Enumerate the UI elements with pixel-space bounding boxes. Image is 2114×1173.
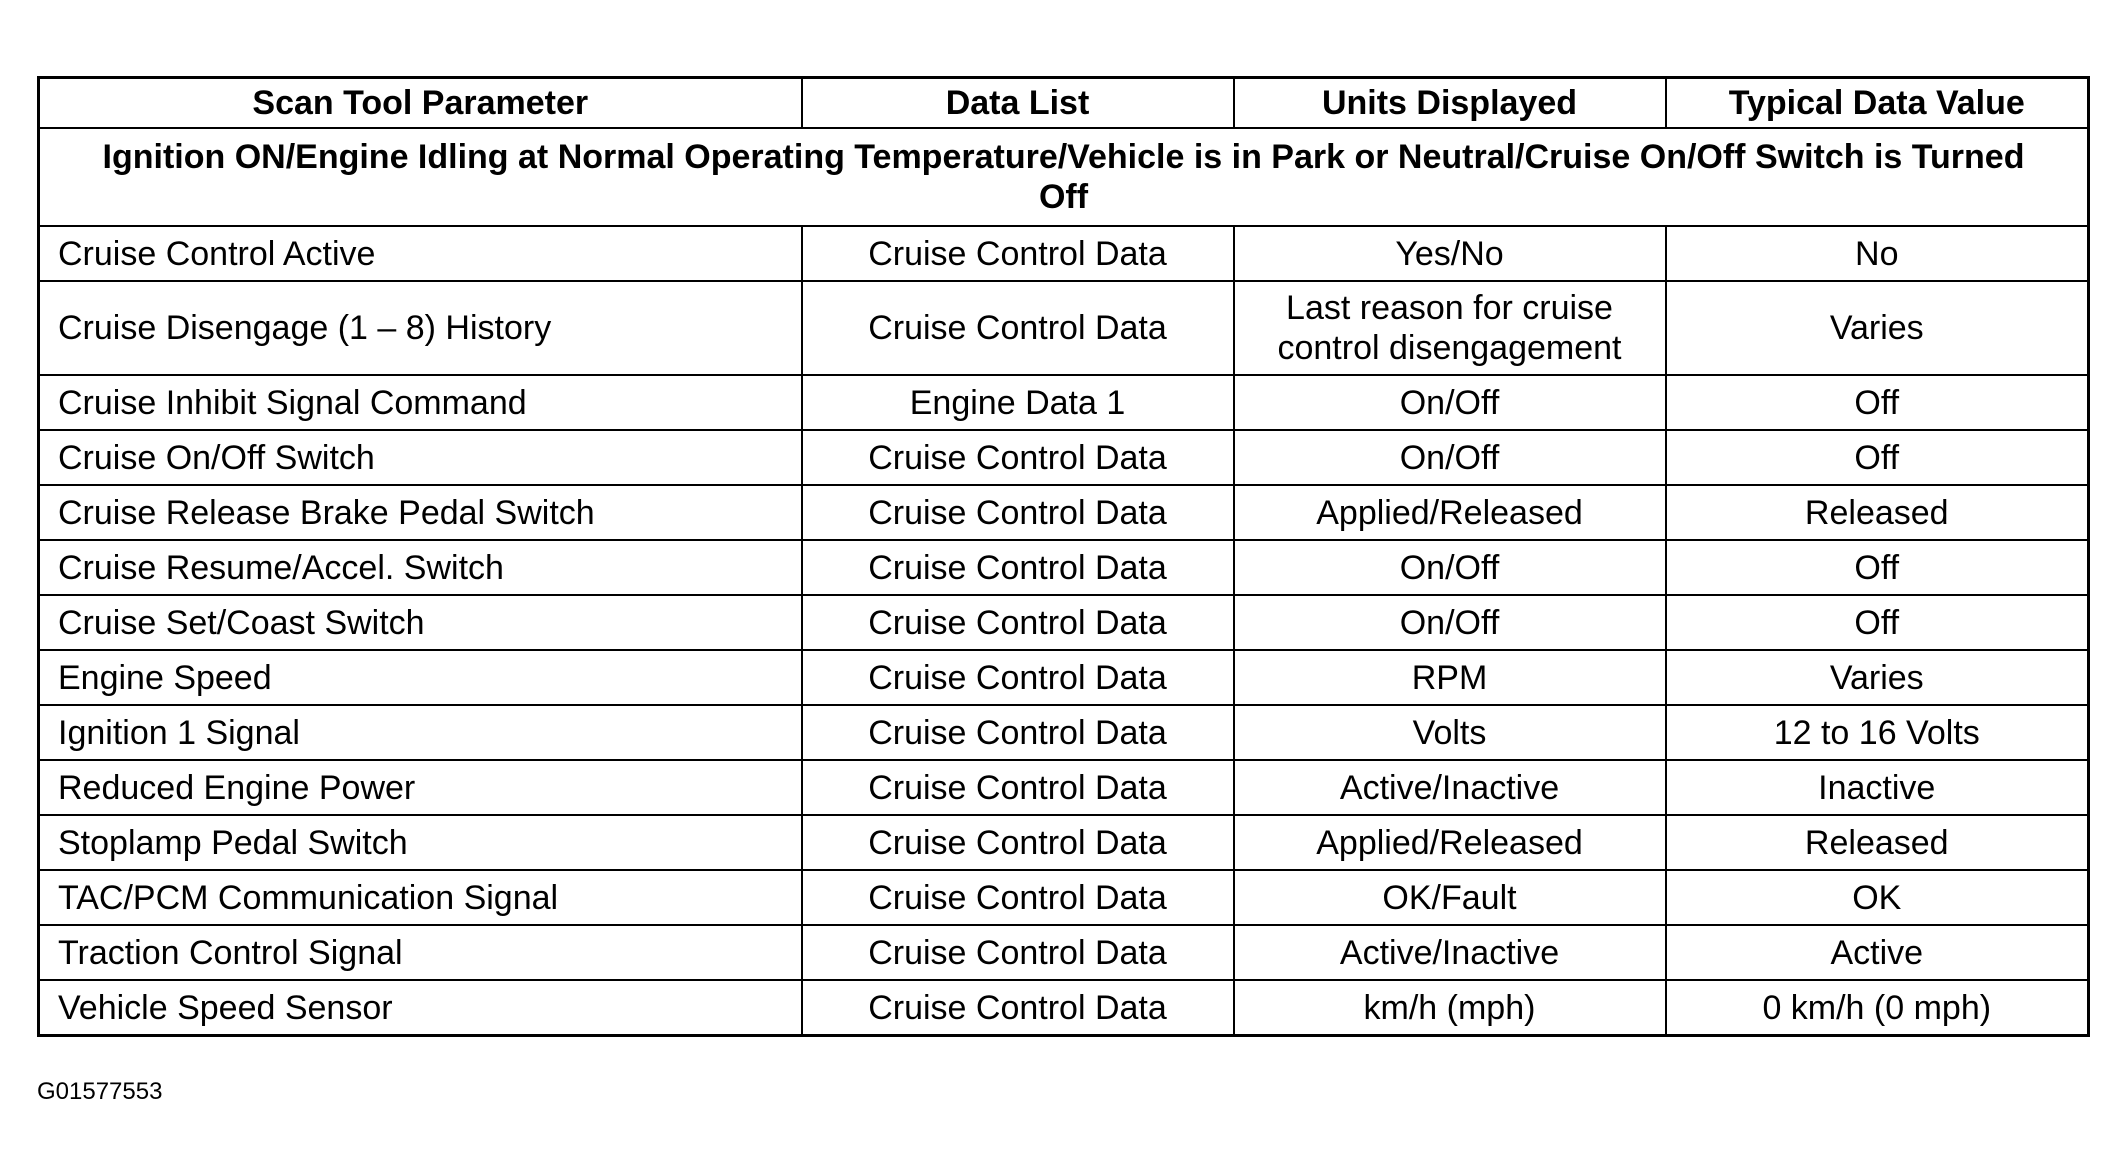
table-row [39, 705, 2089, 760]
units-cell: On/Off [1234, 430, 1666, 485]
scan-tool-data-table [37, 76, 2090, 1037]
table-row [39, 760, 2089, 815]
typical-value-cell: Released [1666, 485, 2089, 540]
typical-value-cell: Varies [1666, 281, 2089, 375]
table-row [39, 375, 2089, 430]
parameter-cell: Cruise Inhibit Signal Command [39, 375, 802, 430]
table-row [39, 980, 2089, 1036]
data-list-cell: Cruise Control Data [802, 870, 1234, 925]
units-cell: Active/Inactive [1234, 760, 1666, 815]
data-list-cell: Cruise Control Data [802, 815, 1234, 870]
typical-value-cell: Off [1666, 595, 2089, 650]
units-cell: Last reason for cruise control disengagement [1234, 281, 1666, 375]
parameter-cell: Cruise Release Brake Pedal Switch [39, 485, 802, 540]
typical-value-cell: No [1666, 226, 2089, 281]
units-cell: On/Off [1234, 375, 1666, 430]
units-cell: Active/Inactive [1234, 925, 1666, 980]
data-list-cell: Cruise Control Data [802, 226, 1234, 281]
data-list-cell: Cruise Control Data [802, 980, 1234, 1036]
figure-id: G01577553 [37, 1078, 163, 1105]
parameter-cell: Cruise Control Active [39, 226, 802, 281]
table-row [39, 540, 2089, 595]
typical-value-cell: OK [1666, 870, 2089, 925]
parameter-cell: Reduced Engine Power [39, 760, 802, 815]
typical-value-cell: Active [1666, 925, 2089, 980]
data-list-cell: Cruise Control Data [802, 485, 1234, 540]
table-row [39, 595, 2089, 650]
units-cell: Volts [1234, 705, 1666, 760]
parameter-cell: Cruise On/Off Switch [39, 430, 802, 485]
header-typical-data-value: Typical Data Value [1666, 78, 2089, 129]
data-list-cell: Cruise Control Data [802, 595, 1234, 650]
typical-value-cell: 0 km/h (0 mph) [1666, 980, 2089, 1036]
parameter-cell: Ignition 1 Signal [39, 705, 802, 760]
table-row [39, 870, 2089, 925]
units-cell: On/Off [1234, 540, 1666, 595]
parameter-cell: Cruise Disengage (1 – 8) History [39, 281, 802, 375]
test-condition: Ignition ON/Engine Idling at Normal Operating Temperature/Vehicle is in Park or Neutral/Cruise On/Off Switch is Turned Off [39, 128, 2089, 226]
units-cell: km/h (mph) [1234, 980, 1666, 1036]
typical-value-cell: Released [1666, 815, 2089, 870]
data-list-cell: Cruise Control Data [802, 430, 1234, 485]
parameter-cell: Cruise Set/Coast Switch [39, 595, 802, 650]
data-list-cell: Cruise Control Data [802, 281, 1234, 375]
typical-value-cell: Off [1666, 430, 2089, 485]
data-list-cell: Cruise Control Data [802, 760, 1234, 815]
data-list-cell: Engine Data 1 [802, 375, 1234, 430]
units-cell: RPM [1234, 650, 1666, 705]
table-row [39, 226, 2089, 281]
typical-value-cell: Off [1666, 540, 2089, 595]
parameter-cell: Vehicle Speed Sensor [39, 980, 802, 1036]
typical-value-cell: Inactive [1666, 760, 2089, 815]
typical-value-cell: Off [1666, 375, 2089, 430]
parameter-cell: Cruise Resume/Accel. Switch [39, 540, 802, 595]
data-list-cell: Cruise Control Data [802, 650, 1234, 705]
parameter-cell: Traction Control Signal [39, 925, 802, 980]
data-list-cell: Cruise Control Data [802, 925, 1234, 980]
units-cell: Yes/No [1234, 226, 1666, 281]
header-row [39, 78, 2089, 129]
units-cell: On/Off [1234, 595, 1666, 650]
typical-value-cell: Varies [1666, 650, 2089, 705]
units-cell: OK/Fault [1234, 870, 1666, 925]
parameter-cell: Engine Speed [39, 650, 802, 705]
table-row [39, 650, 2089, 705]
header-scan-tool-parameter: Scan Tool Parameter [39, 78, 802, 129]
table-row [39, 485, 2089, 540]
condition-row [39, 128, 2089, 226]
data-list-cell: Cruise Control Data [802, 540, 1234, 595]
units-cell: Applied/Released [1234, 485, 1666, 540]
table-row [39, 430, 2089, 485]
units-cell: Applied/Released [1234, 815, 1666, 870]
data-list-cell: Cruise Control Data [802, 705, 1234, 760]
header-data-list: Data List [802, 78, 1234, 129]
parameter-cell: TAC/PCM Communication Signal [39, 870, 802, 925]
table-row [39, 925, 2089, 980]
table-row [39, 281, 2089, 375]
typical-value-cell: 12 to 16 Volts [1666, 705, 2089, 760]
header-units-displayed: Units Displayed [1234, 78, 1666, 129]
parameter-cell: Stoplamp Pedal Switch [39, 815, 802, 870]
table-row [39, 815, 2089, 870]
